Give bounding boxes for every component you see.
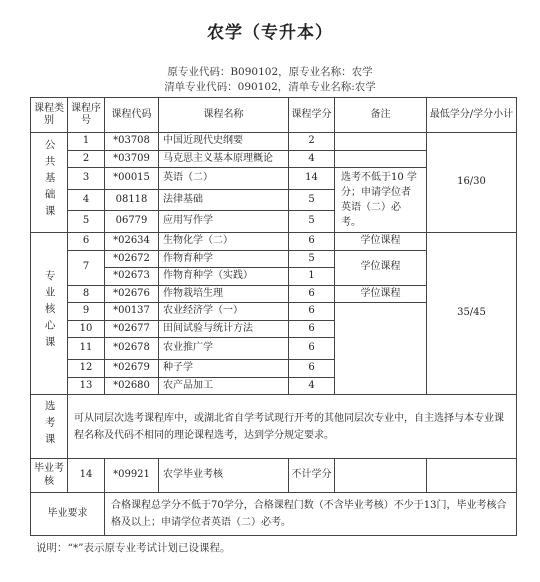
header-credit: 课程学分 [289,98,335,133]
credit-cell: 14 [289,168,335,190]
seq-cell: 8 [68,285,105,303]
code-cell: *00137 [105,303,159,321]
name-cell: 种子学 [159,360,289,378]
code-cell: *02634 [105,233,159,251]
header-code: 课程代码 [105,98,159,133]
credit-cell: 5 [289,211,335,233]
header-min-credit: 最低学分/学分小计 [427,98,517,133]
code-cell: *03709 [105,150,159,168]
seq-cell: 2 [68,150,105,168]
credit-cell: 5 [289,250,335,268]
header-row [31,98,517,133]
code-cell: *03708 [105,133,159,151]
remark-cell [335,459,427,493]
remark-cell [335,303,427,395]
name-cell: 田间试验与统计方法 [159,320,289,338]
code-cell: *00015 [105,168,159,190]
credit-cell: 6 [289,303,335,321]
name-cell: 农业推广学 [159,338,289,360]
name-cell: 中国近现代史纲要 [159,133,289,151]
code-cell: *02679 [105,360,159,378]
original-major-info: 原专业代码：B090102，原专业名称：农学 [167,66,373,78]
seq-cell: 3 [68,168,105,190]
remark-cell: 学位课程 [335,233,427,251]
seq-cell: 9 [68,303,105,321]
code-cell: 06779 [105,211,159,233]
seq-cell: 13 [68,377,105,395]
elective-category-label: 选考课 [43,399,56,449]
header-seq: 课程序号 [68,98,105,133]
name-cell: 应用写作学 [159,211,289,233]
credit-cell: 6 [289,233,335,251]
requirements-row [31,493,517,536]
credit-cell: 6 [289,320,335,338]
min-credit-cell [427,459,517,493]
name-cell: 法律基础 [159,189,289,211]
public-min-credit: 16/30 [427,133,517,233]
seq-cell: 5 [68,211,105,233]
footnote: 说明：“*”表示原专业考试计划已设课程。 [36,542,231,554]
header-category: 课程类别 [31,98,68,133]
credit-cell: 1 [289,268,335,286]
requirements-label: 毕业要求 [31,493,105,536]
remark-cell [335,133,427,151]
name-cell: 农产品加工 [159,377,289,395]
seq-cell: 10 [68,320,105,338]
public-category-label: 公共基础课 [43,139,56,222]
core-category-label: 专业核心课 [43,270,56,353]
core-category-cell [31,233,68,395]
name-cell: 农业经济学（一） [159,303,289,321]
remark-cell: 学位课程 [335,250,427,285]
code-cell: *02677 [105,320,159,338]
seq-cell: 7 [68,250,105,285]
credit-cell: 4 [289,150,335,168]
credit-cell: 5 [289,189,335,211]
code-cell: *02680 [105,377,159,395]
name-cell: 作物栽培生理 [159,285,289,303]
name-cell: 马克思主义基本原理概论 [159,150,289,168]
credit-cell: 4 [289,377,335,395]
remark-cell [335,150,427,168]
core-min-credit: 35/45 [427,233,517,395]
seq-cell: 6 [68,233,105,251]
header-name: 课程名称 [159,98,289,133]
seq-cell: 14 [68,459,105,493]
graduation-row [31,459,517,493]
course-plan-table [30,97,517,536]
name-cell: 农学毕业考核 [159,459,289,493]
table-row [31,133,517,151]
credit-cell: 6 [289,285,335,303]
credit-cell: 6 [289,360,335,378]
code-cell: 08118 [105,189,159,211]
credit-cell: 不计学分 [289,459,335,493]
header-remark: 备注 [335,98,427,133]
remark-cell: 学位课程 [335,285,427,303]
name-cell: 英语（二） [159,168,289,190]
public-category-cell [31,133,68,233]
seq-cell: 1 [68,133,105,151]
table-row [31,233,517,251]
graduation-label: 毕业考核 [31,459,68,493]
code-cell: *02672 [105,250,159,268]
elective-row [31,395,517,459]
public-remark-note: 选考不低于10 学分；申请学位者英语（二）必考。 [335,168,427,233]
seq-cell: 11 [68,338,105,360]
name-cell: 作物育种学（实践） [159,268,289,286]
code-cell: *02676 [105,285,159,303]
requirements-description: 合格课程总学分不低于70学分，合格课程门数（不含毕业考核）不少于13门，毕业考核合格及以上；申请学位者英语（二）必考。 [105,493,517,536]
seq-cell: 12 [68,360,105,378]
credit-cell: 2 [289,133,335,151]
name-cell: 生物化学（二） [159,233,289,251]
elective-description: 可从同层次选考课程库中，或湖北省自学考试现行开考的其他同层次专业中，自主选择与本专业课程名称及代码不相同的理论课程选考，达到学分规定要求。 [68,395,517,459]
seq-cell: 4 [68,189,105,211]
page-title: 农学（专升本） [207,23,333,43]
credit-cell: 6 [289,338,335,360]
name-cell: 作物育种学 [159,250,289,268]
code-cell: *09921 [105,459,159,493]
elective-category-cell [31,395,68,459]
code-cell: *02678 [105,338,159,360]
list-major-info: 清单专业代码：090102，清单专业名称:农学 [164,81,376,93]
code-cell: *02673 [105,268,159,286]
